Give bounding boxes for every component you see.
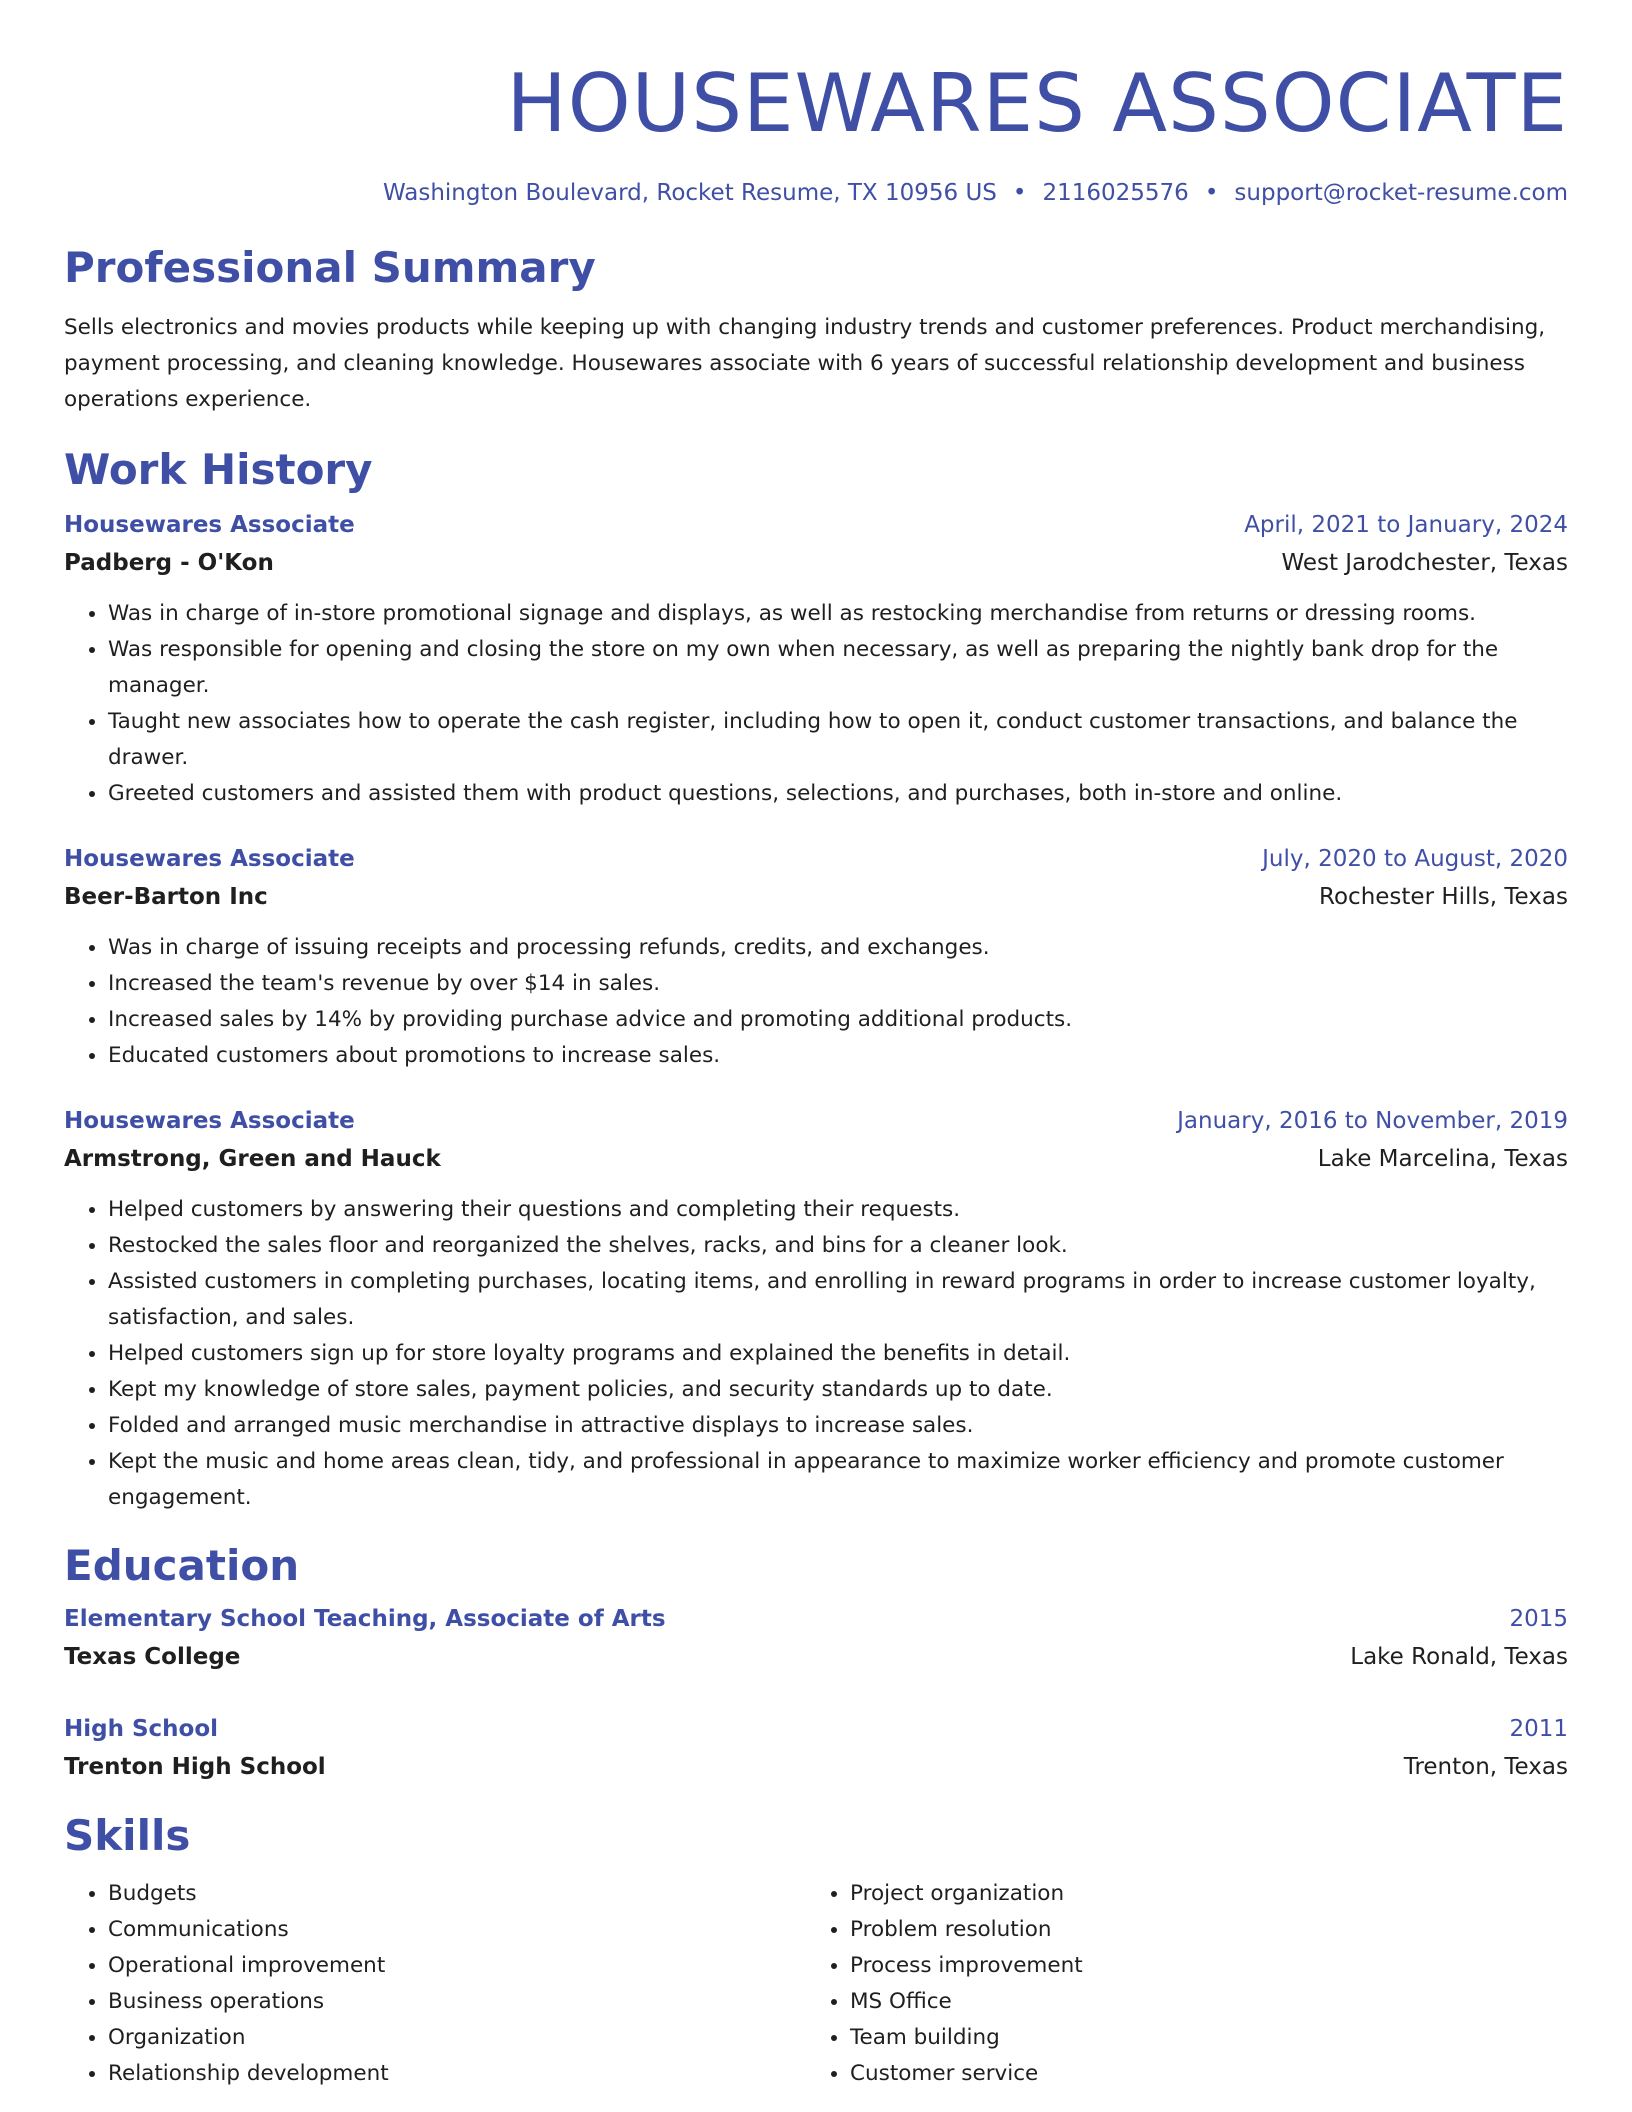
list-item: • Communications xyxy=(108,1912,806,1948)
school-location: Trenton, Texas xyxy=(1403,1754,1568,1780)
job-dates: April, 2021 to January, 2024 xyxy=(1244,512,1568,538)
contact-line xyxy=(64,178,1568,208)
list-item: • Kept the music and home areas clean, tidy, and professional in appearance to maximize worker efficiency and promote customer engagement. xyxy=(108,1444,1568,1516)
job-role: Housewares Associate xyxy=(64,1108,355,1134)
skills-heading: Skills xyxy=(64,1811,191,1860)
job-dates: January, 2016 to November, 2019 xyxy=(1177,1108,1568,1134)
list-item: • Helped customers sign up for store loyalty programs and explained the benefits in detail. xyxy=(108,1336,1568,1372)
list-item: • Was in charge of issuing receipts and processing refunds, credits, and exchanges. xyxy=(108,930,1568,966)
list-item: • Was responsible for opening and closing the store on my own when necessary, as well as preparing the nightly bank drop for the manager. xyxy=(108,632,1568,704)
list-item: • Increased the team's revenue by over $14 in sales. xyxy=(108,966,1568,1002)
job-company: Beer-Barton Inc xyxy=(64,884,268,910)
summary-heading: Professional Summary xyxy=(64,243,596,292)
separator-dot: • xyxy=(1204,180,1219,206)
list-item: • Problem resolution xyxy=(850,1912,1548,1948)
separator-dot: • xyxy=(1012,180,1027,206)
list-item: • Relationship development xyxy=(108,2056,806,2092)
job-role: Housewares Associate xyxy=(64,512,355,538)
resume-page xyxy=(64,0,1568,2092)
list-item: • Business operations xyxy=(108,1984,806,2020)
list-item: • Was in charge of in-store promotional signage and displays, as well as restocking merchandise from returns or dressing rooms. xyxy=(108,596,1568,632)
job-role: Housewares Associate xyxy=(64,846,355,872)
job-company: Padberg - O'Kon xyxy=(64,550,274,576)
job-bullets xyxy=(64,596,1568,812)
list-item: • Budgets xyxy=(108,1876,806,1912)
job-entry xyxy=(64,506,1568,812)
list-item: • Greeted customers and assisted them with product questions, selections, and purchases, both in-store and online. xyxy=(108,776,1568,812)
school-location: Lake Ronald, Texas xyxy=(1350,1644,1568,1670)
list-item: • Customer service xyxy=(850,2056,1548,2092)
list-item: • Operational improvement xyxy=(108,1948,806,1984)
list-item: • Folded and arranged music merchandise in attractive displays to increase sales. xyxy=(108,1408,1568,1444)
list-item: • Organization xyxy=(108,2020,806,2056)
job-dates: July, 2020 to August, 2020 xyxy=(1262,846,1568,872)
list-item: • Restocked the sales floor and reorganized the shelves, racks, and bins for a cleaner look. xyxy=(108,1228,1568,1264)
list-item: • Increased sales by 14% by providing purchase advice and promoting additional products. xyxy=(108,1002,1568,1038)
list-item: • Taught new associates how to operate the cash register, including how to open it, conduct customer transactions, and balance the drawer. xyxy=(108,704,1568,776)
candidate-title: HOUSEWARES ASSOCIATE xyxy=(506,57,1568,150)
list-item: • Assisted customers in completing purchases, locating items, and enrolling in reward programs in order to increase customer loyalty, satisfaction, and sales. xyxy=(108,1264,1568,1336)
email-link[interactable]: support@rocket-resume.com xyxy=(1234,180,1568,206)
job-entry xyxy=(64,1102,1568,1516)
skills-list xyxy=(64,1876,1568,2092)
job-location: West Jarodchester, Texas xyxy=(1281,550,1568,576)
job-location: Rochester Hills, Texas xyxy=(1319,884,1568,910)
education-heading: Education xyxy=(64,1541,300,1590)
list-item: • MS Office xyxy=(850,1984,1548,2020)
list-item: • Process improvement xyxy=(850,1948,1548,1984)
phone: 2116025576 xyxy=(1042,180,1189,206)
school-name: Trenton High School xyxy=(64,1754,326,1780)
job-location: Lake Marcelina, Texas xyxy=(1317,1146,1568,1172)
school-name: Texas College xyxy=(64,1644,241,1670)
job-bullets xyxy=(64,1192,1568,1516)
job-entry xyxy=(64,840,1568,1074)
list-item: • Helped customers by answering their questions and completing their requests. xyxy=(108,1192,1568,1228)
address: Washington Boulevard, Rocket Resume, TX 10956 US xyxy=(382,180,997,206)
job-company: Armstrong, Green and Hauck xyxy=(64,1146,441,1172)
degree: High School xyxy=(64,1716,219,1742)
graduation-year: 2011 xyxy=(1509,1716,1568,1742)
list-item: • Kept my knowledge of store sales, payment policies, and security standards up to date. xyxy=(108,1372,1568,1408)
list-item: • Educated customers about promotions to increase sales. xyxy=(108,1038,1568,1074)
work-history-heading: Work History xyxy=(64,445,373,494)
list-item: • Project organization xyxy=(850,1876,1548,1912)
summary-text: Sells electronics and movies products while keeping up with changing industry trends and customer preferences. Product merchandising, payment processing, and cleaning knowledge. Housewares associate with 6 years of successful relationship development and business operations experience. xyxy=(64,315,1546,412)
skills-column-left xyxy=(64,1876,806,2092)
graduation-year: 2015 xyxy=(1509,1606,1568,1632)
education-entry xyxy=(64,1600,1568,1676)
degree: Elementary School Teaching, Associate of Arts xyxy=(64,1606,666,1632)
job-bullets xyxy=(64,930,1568,1074)
skills-column-right xyxy=(806,1876,1548,2092)
education-entry xyxy=(64,1710,1568,1786)
list-item: • Team building xyxy=(850,2020,1548,2056)
